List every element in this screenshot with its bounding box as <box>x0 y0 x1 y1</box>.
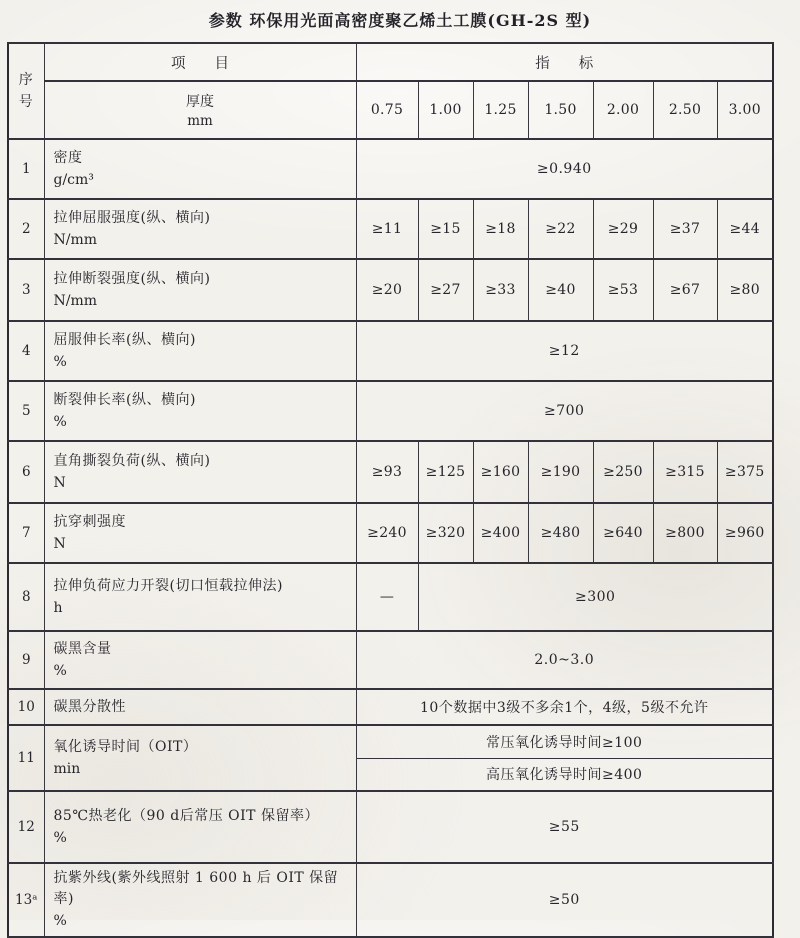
row-span-value: ≥50 <box>356 863 773 937</box>
thickness-value: 3.00 <box>717 81 773 139</box>
row-name-cell <box>44 381 356 441</box>
row-value: ≥37 <box>653 199 717 259</box>
table-row <box>8 259 773 321</box>
thickness-header <box>44 81 356 139</box>
thickness-value: 1.00 <box>418 81 473 139</box>
row-value: ≥53 <box>593 259 653 321</box>
item-header: 项 目 <box>44 43 356 81</box>
row-name: 碳黑分散性 <box>53 698 126 715</box>
row-value: ≥320 <box>418 503 473 563</box>
row-name-cell <box>44 689 356 725</box>
table-row <box>8 381 773 441</box>
row-name: 屈服伸长率(纵、横向) <box>53 331 196 348</box>
table-row <box>8 725 773 758</box>
row-value: ≥960 <box>717 503 773 563</box>
row-name: 85℃热老化（90 d后常压 OIT 保留率） <box>53 807 319 824</box>
row-name: 碳黑含量 <box>53 640 112 657</box>
thickness-value: 0.75 <box>356 81 418 139</box>
row-name: 拉伸屈服强度(纵、横向) <box>53 209 211 226</box>
table-row <box>8 631 773 689</box>
row-name-cell <box>44 199 356 259</box>
row-span-value: ≥55 <box>356 791 773 863</box>
row-value: ≥190 <box>528 441 593 503</box>
table-row <box>8 503 773 563</box>
row-name: 断裂伸长率(纵、横向) <box>53 391 196 408</box>
row-unit: N/mm <box>53 231 98 248</box>
row-name-cell <box>44 139 356 199</box>
row-value: ≥80 <box>717 259 773 321</box>
thickness-value: 1.25 <box>473 81 528 139</box>
row-value: ≥18 <box>473 199 528 259</box>
row-name-cell <box>44 791 356 863</box>
row-value: ≥125 <box>418 441 473 503</box>
row-name: 抗穿刺强度 <box>53 513 126 530</box>
row-value: ≥240 <box>356 503 418 563</box>
row-span-value: 10个数据中3级不多余1个，4级，5级不允许 <box>356 689 773 725</box>
row-value: ≥250 <box>593 441 653 503</box>
row-seq: 9 <box>8 631 44 689</box>
row-value: ≥27 <box>418 259 473 321</box>
table-row <box>8 441 773 503</box>
row-value: ≥375 <box>717 441 773 503</box>
row-value: — <box>356 563 418 631</box>
row-unit: % <box>53 413 67 430</box>
row-span-value: 2.0~3.0 <box>356 631 773 689</box>
row-unit: g/cm³ <box>53 171 94 188</box>
row-value: ≥160 <box>473 441 528 503</box>
thickness-label: 厚度 <box>186 94 214 110</box>
row-span-value: ≥300 <box>418 563 773 631</box>
row-value: ≥40 <box>528 259 593 321</box>
row-unit: % <box>53 353 67 370</box>
table-row <box>8 563 773 631</box>
thickness-unit: mm <box>187 113 213 129</box>
row-name: 直角撕裂负荷(纵、横向) <box>53 452 211 469</box>
row-unit: % <box>53 662 67 679</box>
row-name-cell <box>44 725 356 791</box>
row-seq: 3 <box>8 259 44 321</box>
header-row-1 <box>8 43 773 81</box>
row-unit: % <box>53 913 67 929</box>
row-value: ≥15 <box>418 199 473 259</box>
row-value: ≥93 <box>356 441 418 503</box>
row-name: 拉伸断裂强度(纵、横向) <box>53 270 211 287</box>
row-value: ≥800 <box>653 503 717 563</box>
seq-header: 序号 <box>8 43 44 139</box>
row-name-cell <box>44 503 356 563</box>
page-title: 参数 环保用光面高密度聚乙烯土工膜(GH-2S 型) <box>208 11 592 30</box>
row-value: ≥640 <box>593 503 653 563</box>
row-seq: 13ᵃ <box>8 863 44 937</box>
row-seq: 4 <box>8 321 44 381</box>
table-row <box>8 199 773 259</box>
row-name: 氧化诱导时间（OIT） <box>53 738 198 755</box>
row-name-cell <box>44 259 356 321</box>
row-seq: 8 <box>8 563 44 631</box>
indicator-header: 指 标 <box>356 43 773 81</box>
row-value: ≥33 <box>473 259 528 321</box>
row-span-value: ≥12 <box>356 321 773 381</box>
row-value: ≥22 <box>528 199 593 259</box>
row-name-cell <box>44 631 356 689</box>
row-unit: N <box>53 535 66 552</box>
row-unit: h <box>53 599 63 616</box>
row-name: 密度 <box>53 149 83 166</box>
row-unit: N/mm <box>53 292 98 309</box>
table-row <box>8 863 773 937</box>
row-name-cell <box>44 563 356 631</box>
table-row <box>8 321 773 381</box>
row-name: 抗紫外线(紫外线照射 1 600 h 后 OIT 保留率) <box>53 870 339 907</box>
thickness-value: 1.50 <box>528 81 593 139</box>
row-sub-value: 常压氧化诱导时间≥100 <box>356 725 773 758</box>
row-seq: 12 <box>8 791 44 863</box>
row-value: ≥315 <box>653 441 717 503</box>
spec-table <box>7 42 774 938</box>
row-span-value: ≥700 <box>356 381 773 441</box>
row-value: ≥20 <box>356 259 418 321</box>
row-seq: 7 <box>8 503 44 563</box>
row-sub-value: 高压氧化诱导时间≥400 <box>356 758 773 791</box>
thickness-value: 2.00 <box>593 81 653 139</box>
row-value: ≥400 <box>473 503 528 563</box>
row-name-cell <box>44 321 356 381</box>
table-row <box>8 139 773 199</box>
header-row-2 <box>8 81 773 139</box>
row-seq: 11 <box>8 725 44 791</box>
row-seq: 10 <box>8 689 44 725</box>
row-name-cell <box>44 863 356 937</box>
table-row <box>8 689 773 725</box>
row-span-value: ≥0.940 <box>356 139 773 199</box>
row-value: ≥29 <box>593 199 653 259</box>
row-seq: 1 <box>8 139 44 199</box>
row-value: ≥11 <box>356 199 418 259</box>
row-unit: N <box>53 474 66 491</box>
row-name: 拉伸负荷应力开裂(切口恒载拉伸法) <box>53 577 283 594</box>
row-value: ≥480 <box>528 503 593 563</box>
thickness-value: 2.50 <box>653 81 717 139</box>
table-row <box>8 791 773 863</box>
row-unit: min <box>53 760 81 777</box>
row-seq: 5 <box>8 381 44 441</box>
row-value: ≥67 <box>653 259 717 321</box>
row-seq: 6 <box>8 441 44 503</box>
row-value: ≥44 <box>717 199 773 259</box>
row-unit: % <box>53 829 67 846</box>
row-name-cell <box>44 441 356 503</box>
row-seq: 2 <box>8 199 44 259</box>
